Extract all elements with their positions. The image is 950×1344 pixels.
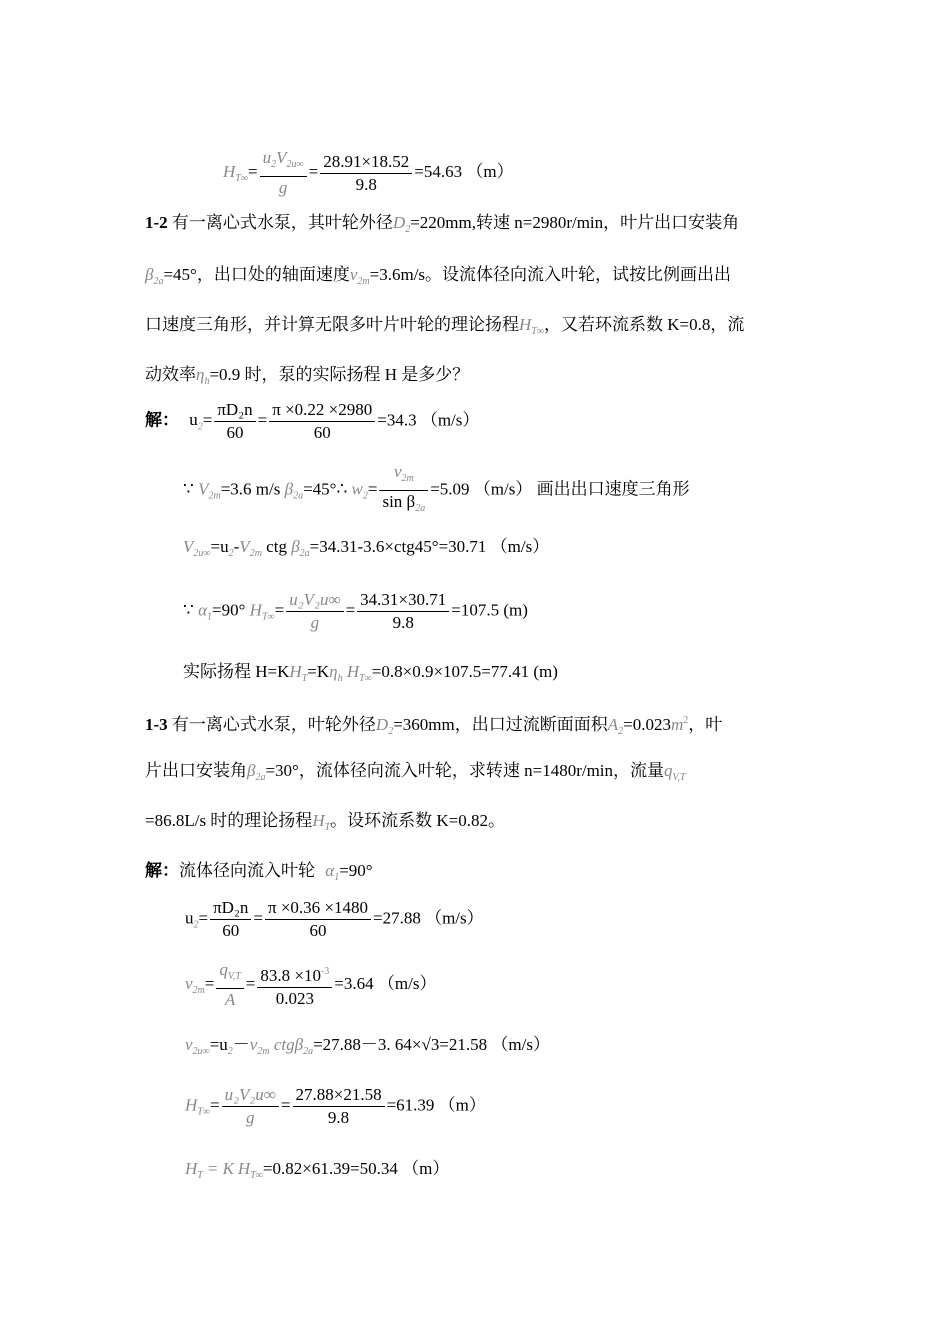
problem-1-3-line2 <box>145 760 685 789</box>
sub: 2 <box>197 421 203 433</box>
var: α <box>198 600 208 620</box>
fraction <box>210 898 251 941</box>
numerator: 27.88×21.58 <box>293 1085 385 1107</box>
var: H <box>249 600 262 620</box>
solution-1-3-line3 <box>185 1034 550 1063</box>
var: u <box>262 148 272 167</box>
text: - <box>233 537 240 556</box>
var: w <box>351 479 363 499</box>
fraction-values <box>357 590 449 633</box>
solution-1-2-line5 <box>183 661 558 690</box>
text: 。设环流系数 K=0.82。 <box>330 811 506 830</box>
fraction <box>216 960 243 1010</box>
result: =3.64 （m/s） <box>334 973 437 993</box>
sup: -3 <box>320 965 330 977</box>
denominator: 60 <box>226 423 244 442</box>
text: =5.09 （m/s） 画出出口速度三角形 <box>430 479 690 499</box>
denominator: 9.8 <box>327 1108 350 1127</box>
denominator: g <box>278 178 288 197</box>
var: β <box>145 265 154 284</box>
fraction-values <box>320 152 412 195</box>
numerator: πD₂n <box>210 898 251 920</box>
result: =27.88 （m/s） <box>373 908 484 928</box>
sub: 2a <box>293 490 304 502</box>
equation-top: $H_{T\infty}=$ $\frac{u_2V_{2u\infty}}{g}$ = $\frac{28.91\times 18.52}{9.8}$ =54.63 （m） <box>223 148 514 197</box>
var: H <box>346 662 360 681</box>
text: 片出口安装角 <box>145 761 247 780</box>
result: =107.5 (m) <box>451 600 528 620</box>
sub: V,T <box>227 971 241 982</box>
sub: 2 <box>405 224 411 235</box>
problem-1-2-line3 <box>145 314 744 343</box>
text: 口速度三角形，并计算无限多叶片叶轮的理论扬程 <box>145 315 519 334</box>
text: =27.88－3. 64× <box>313 1035 422 1054</box>
var: v <box>185 973 193 993</box>
fraction <box>260 148 307 198</box>
sub: 2 <box>362 490 368 502</box>
text: 实际扬程 H=K <box>183 662 290 681</box>
text: =220mm,转速 n=2980r/min，叶片出口安装角 <box>410 213 740 232</box>
var: V <box>239 537 250 556</box>
denominator: 60 <box>309 921 327 940</box>
result: =34.3 （m/s） <box>377 410 480 430</box>
text: =21.58 （m/s） <box>439 1035 550 1054</box>
sub: T∞ <box>531 326 544 337</box>
sub: T <box>301 673 308 684</box>
var: H <box>185 1095 198 1115</box>
solution-1-2-line4: ∵ $\alpha_1=90^\circ$ $H_{T\infty}=$ $\frac{\text{u₂V₂u∞}}{g}$ = $\frac{34.31\times 30.71}{9.8}$ =107.5 (m) <box>183 590 528 632</box>
sub: 2 <box>271 159 277 170</box>
numerator: u₂V₂u∞ <box>286 590 343 612</box>
var-h: H <box>223 161 236 181</box>
solution-1-3-line1: $u_2=$ $\frac{\text{πD₂n}}{60}$ = $\frac{\pi \times 0.36 \times 1480}{60}$ =27.88 （m/s） <box>185 898 484 940</box>
problem-1-2-line2 <box>145 264 731 293</box>
var: m <box>670 715 684 734</box>
text: = K <box>206 1159 234 1178</box>
denominator: 9.8 <box>392 613 414 632</box>
sub: 1 <box>334 872 340 883</box>
sub: 2m <box>357 276 370 287</box>
var: ctgβ <box>273 1035 304 1054</box>
var: D <box>392 213 406 232</box>
var: V <box>183 537 194 556</box>
numerator: 28.91×18.52 <box>320 152 412 174</box>
var: η <box>196 365 205 384</box>
sub: h <box>204 376 210 387</box>
text: =0.023 <box>623 715 671 734</box>
var: H <box>289 662 302 681</box>
denominator: 0.023 <box>275 988 314 1008</box>
sub: T∞ <box>235 172 248 184</box>
numerator: π ×0.22 ×2980 <box>269 400 375 422</box>
denominator: 60 <box>222 921 240 940</box>
var: V <box>198 479 209 499</box>
sub: 1 <box>207 611 213 623</box>
denominator: sin β <box>382 492 416 511</box>
text: 流体径向流入叶轮 <box>179 861 315 880</box>
because-symbol: ∵ <box>183 600 194 620</box>
solution-label: 解 <box>145 410 162 430</box>
solution-1-3-line4: $H_{T\infty}=$ $\frac{\text{u₂V₂u∞}}{g}$ = $\frac{27.88\times 21.58}{9.8}$ =61.39 （m） <box>185 1085 486 1127</box>
var: D <box>375 715 389 734</box>
colon: ： <box>162 861 179 880</box>
text: =u <box>209 1035 228 1054</box>
sub: 2 <box>228 548 234 559</box>
solution-1-2-line2: ∵ $V_{2m}=3.6$ m/s $\beta_{2a}=45^\circ\therefore$ $w_2=$ $\frac{v_{2m}}{\sin \beta_{2a}}$ =5.09 （m/s） 画出出口速度三角形 <box>183 462 690 519</box>
var: H <box>519 315 532 334</box>
text: ，又若环流系数 K=0.8，流 <box>543 315 745 334</box>
denominator: 9.8 <box>355 174 377 194</box>
text: － <box>232 1035 250 1054</box>
sub: T∞ <box>197 1106 210 1118</box>
fraction-values <box>265 898 371 941</box>
text: =45°∴ <box>303 479 348 499</box>
var: v <box>349 265 358 284</box>
sub: 2a <box>255 772 266 783</box>
sub: 2u∞ <box>193 548 211 559</box>
sub: 2u∞ <box>192 1046 210 1057</box>
var: H <box>185 1159 198 1178</box>
sub: 2 <box>618 726 624 737</box>
text: ，叶 <box>688 715 723 734</box>
because-symbol: ∵ <box>183 479 194 499</box>
var: v <box>249 1035 258 1054</box>
numerator: π ×0.36 ×1480 <box>265 898 371 920</box>
text: =86.8L/s 时的理论扬程 <box>145 811 313 830</box>
fraction-values <box>257 962 332 1009</box>
sub: T∞ <box>359 673 372 684</box>
var: β <box>247 761 256 780</box>
var: β <box>291 537 300 556</box>
sqrt: √3 <box>421 1035 440 1054</box>
numerator: 34.31×30.71 <box>357 590 449 612</box>
result: =61.39 （m） <box>386 1095 486 1115</box>
var: H <box>312 811 325 830</box>
text: =0.9 时，泵的实际扬程 H 是多少？ <box>209 365 470 384</box>
fraction-values <box>293 1085 385 1128</box>
denominator: g <box>245 1108 255 1127</box>
denominator: g <box>310 613 320 632</box>
sub: V,T <box>672 772 686 783</box>
sub: 2m <box>208 490 221 502</box>
fraction <box>214 400 255 443</box>
colon: ： <box>162 410 179 430</box>
sub: T <box>197 1170 203 1181</box>
problem-label: 1-3 <box>145 715 168 734</box>
denominator: A <box>224 990 236 1009</box>
var: q <box>219 960 228 979</box>
result: =54.63 （m） <box>414 161 514 181</box>
sub: 2m <box>257 1046 270 1057</box>
var: β <box>284 479 294 499</box>
var: H <box>237 1159 251 1178</box>
var: A <box>607 715 619 734</box>
text: =90° <box>212 600 246 620</box>
problem-1-2-line4 <box>145 364 469 393</box>
problem-1-2-line1 <box>145 212 739 241</box>
numerator: πD₂n <box>214 400 255 422</box>
fraction <box>286 590 343 633</box>
text: ctg <box>266 537 287 556</box>
sub: 2m <box>192 984 205 996</box>
solution-1-2-line1: 解： $u_2=$ $\frac{\text{πD₂n}}{60}$ = $\frac{\pi \times 0.22 \times 2980}{60}$ =34.3 （m/s） <box>145 400 480 442</box>
sub: 2a <box>415 503 426 514</box>
problem-1-3-line3 <box>145 810 505 839</box>
var: α <box>325 861 335 880</box>
numerator: u₂V₂u∞ <box>222 1085 279 1107</box>
text: =360mm，出口过流断面面积 <box>393 715 608 734</box>
text: =3.6m/s。设流体径向流入叶轮，试按比例画出出 <box>369 265 732 284</box>
sub: 2 <box>227 1046 233 1057</box>
sub: T∞ <box>261 611 275 623</box>
var: V <box>276 148 287 167</box>
text: =u <box>210 537 229 556</box>
text: 有一离心式水泵，其叶轮外径 <box>171 213 393 232</box>
sub: 2m <box>249 548 262 559</box>
sub: 2 <box>193 919 199 931</box>
sub: 2a <box>153 276 164 287</box>
solution-1-2-line3 <box>183 536 549 565</box>
denominator: 60 <box>313 423 331 442</box>
text: =0.8×0.9×107.5=77.41 (m) <box>371 662 558 681</box>
fraction-values <box>269 400 375 443</box>
var: v <box>393 462 402 481</box>
sub: 2 <box>388 726 394 737</box>
solution-label: 解 <box>145 861 162 880</box>
sup: 2 <box>683 715 689 726</box>
solution-1-3-intro <box>145 860 373 889</box>
text: =45°，出口处的轴面速度 <box>163 265 350 284</box>
text: =34.31-3.6×ctg45°=30.71 （m/s） <box>309 537 550 556</box>
sub: 2u∞ <box>286 159 304 170</box>
fraction <box>222 1085 279 1128</box>
var: q <box>664 761 673 780</box>
text: 动效率 <box>145 365 196 384</box>
fraction <box>379 462 428 519</box>
text: =3.6 m/s <box>220 479 281 499</box>
solution-1-3-line2: $v_{2m}=$ $\frac{q_{V,T}}{A}$ = $\frac{83.8 \times 10^{-3}}{0.023}$ =3.64 （m/s） <box>185 960 437 1009</box>
sub: T <box>324 822 331 833</box>
var: η <box>329 662 338 681</box>
var: v <box>185 1035 193 1054</box>
sub: 2m <box>401 473 414 484</box>
sub: 2a <box>303 1046 314 1057</box>
sub: T∞ <box>250 1170 263 1181</box>
problem-1-3-line1 <box>145 710 722 743</box>
solution-1-3-line5 <box>185 1158 449 1187</box>
text: =K <box>307 662 330 681</box>
var: u <box>189 410 198 430</box>
var: u <box>185 908 194 928</box>
result: =0.82×61.39=50.34 （m） <box>262 1159 450 1178</box>
text: 有一离心式水泵，叶轮外径 <box>171 715 376 734</box>
problem-label: 1-2 <box>145 213 168 232</box>
sub: 2a <box>299 548 310 559</box>
sub: h <box>337 673 343 684</box>
text: =30°，流体径向流入叶轮，求转速 n=1480r/min，流量 <box>265 761 665 780</box>
numerator: 83.8 ×10 <box>260 965 321 985</box>
text: =90° <box>339 861 373 880</box>
